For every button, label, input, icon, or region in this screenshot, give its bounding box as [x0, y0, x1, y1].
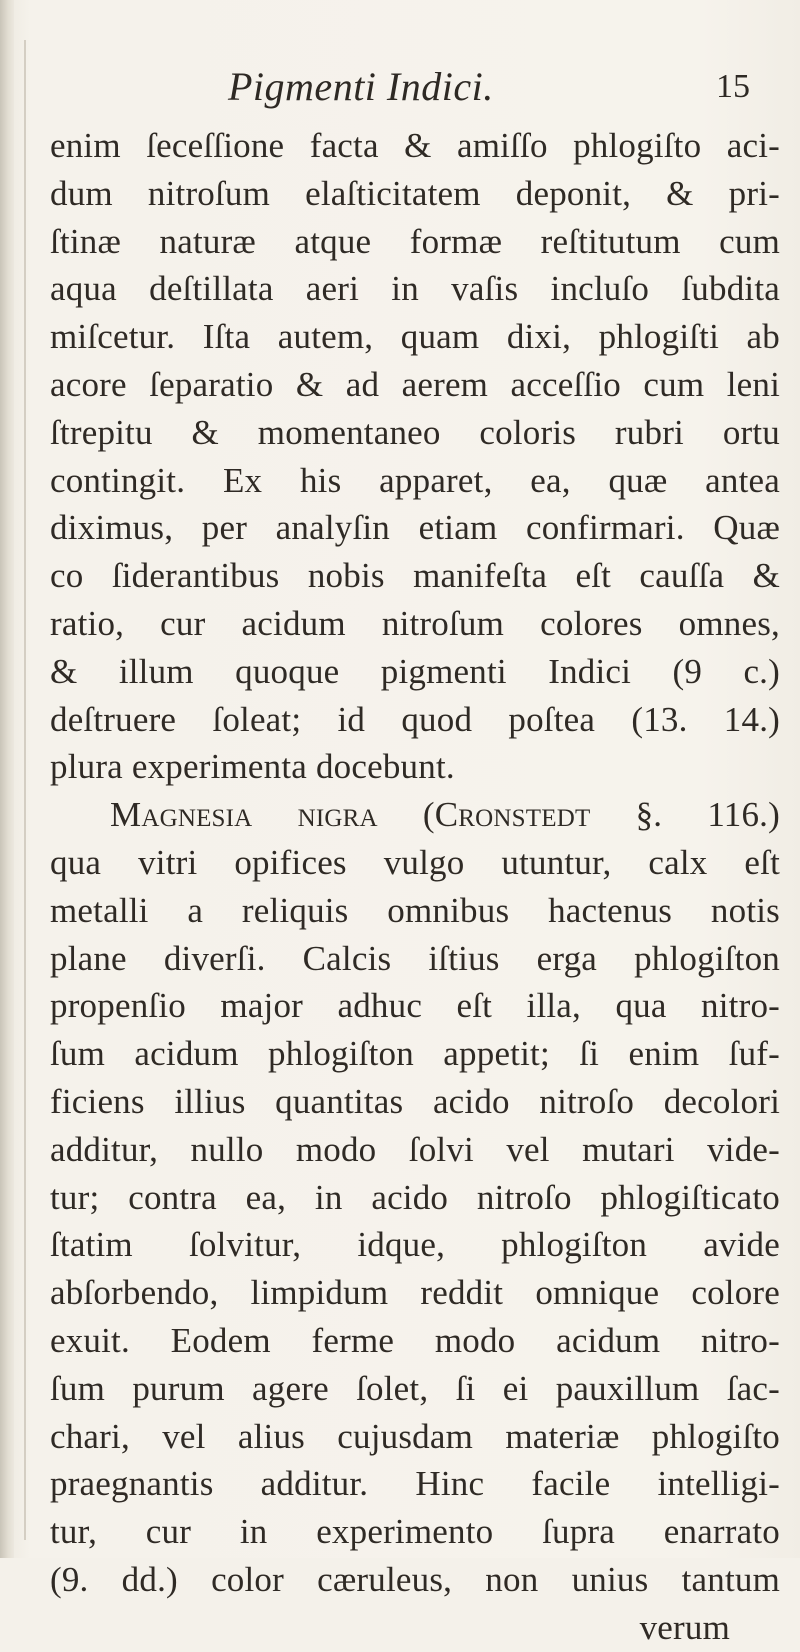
binding-rule [24, 40, 26, 1540]
page-header [0, 62, 800, 112]
running-title: Pigmenti Indici. [228, 64, 494, 109]
text-line: additur, nullo modo ſolvi vel mutari vide- [50, 1129, 780, 1169]
text-line: ratio, cur acidum nitroſum colores omnes, [50, 603, 780, 643]
text-line: diximus, per analyſin etiam confirmari. Quæ [50, 508, 780, 548]
text-line: deſtruere ſoleat; id quod poſtea (13. 14.) [50, 699, 780, 739]
text-line: abſorbendo, limpidum reddit omnique colore [50, 1273, 780, 1313]
text-line: praegnantis additur. Hinc facile intelligi- [50, 1464, 780, 1504]
text-line: metalli a reliquis omnibus hactenus notis [50, 890, 780, 930]
text-line: (9. dd.) color cæruleus, non unius tantum [50, 1559, 780, 1599]
text-line: exuit. Eodem ferme modo acidum nitro- [50, 1320, 780, 1360]
text-line: co ſiderantibus nobis manifeſta eſt cauſſa & [50, 556, 780, 596]
text-line: plura experimenta docebunt. [50, 747, 455, 787]
text-line: contingit. Ex his apparet, ea, quæ antea [50, 460, 780, 500]
text-line: dum nitroſum elaſticitatem deponit, & pri- [50, 173, 780, 213]
paragraph-start-line: Magnesia nigra (Cronstedt §. 116.) [110, 795, 780, 835]
text-line: tur, cur in experimento ſupra enarrato [50, 1512, 780, 1552]
text-line: & illum quoque pigmenti Indici (9 c.) [50, 651, 780, 691]
text-line: miſcetur. Iſta autem, quam dixi, phlogiſti ab [50, 317, 780, 357]
body-text [50, 122, 780, 1652]
text-line: aqua deſtillata aeri in vaſis incluſo ſubdita [50, 269, 780, 309]
text-line: ſum acidum phlogiſton appetit; ſi enim ſuf- [50, 1034, 780, 1074]
text-line: acore ſeparatio & ad aerem acceſſio cum leni [50, 364, 780, 404]
text-line: enim ſeceſſione facta & amiſſo phlogiſto aci- [50, 126, 780, 165]
page-number: 15 [716, 68, 750, 105]
text-line: tur; contra ea, in acido nitroſo phlogiſticato [50, 1177, 780, 1217]
catchword: verum [639, 1607, 730, 1647]
text-line: propenſio major adhuc eſt illa, qua nitro- [50, 986, 780, 1026]
text-line: chari, vel alius cujusdam materiæ phlogiſto [50, 1416, 780, 1456]
text-line: qua vitri opifices vulgo utuntur, calx eſt [50, 842, 780, 882]
page-gutter [0, 0, 14, 1558]
text-line: ſum purum agere ſolet, ſi ei pauxillum ſac- [50, 1368, 780, 1408]
text-line: ficiens illius quantitas acido nitroſo decolori [50, 1081, 780, 1121]
text-line: ſtatim ſolvitur, idque, phlogiſton avide [50, 1225, 780, 1265]
text-line: ſtinæ naturæ atque formæ reſtitutum cum [50, 221, 780, 261]
text-line: plane diverſi. Calcis iſtius erga phlogiſton [50, 938, 780, 978]
text-line: ſtrepitu & momentaneo coloris rubri ortu [50, 412, 780, 452]
